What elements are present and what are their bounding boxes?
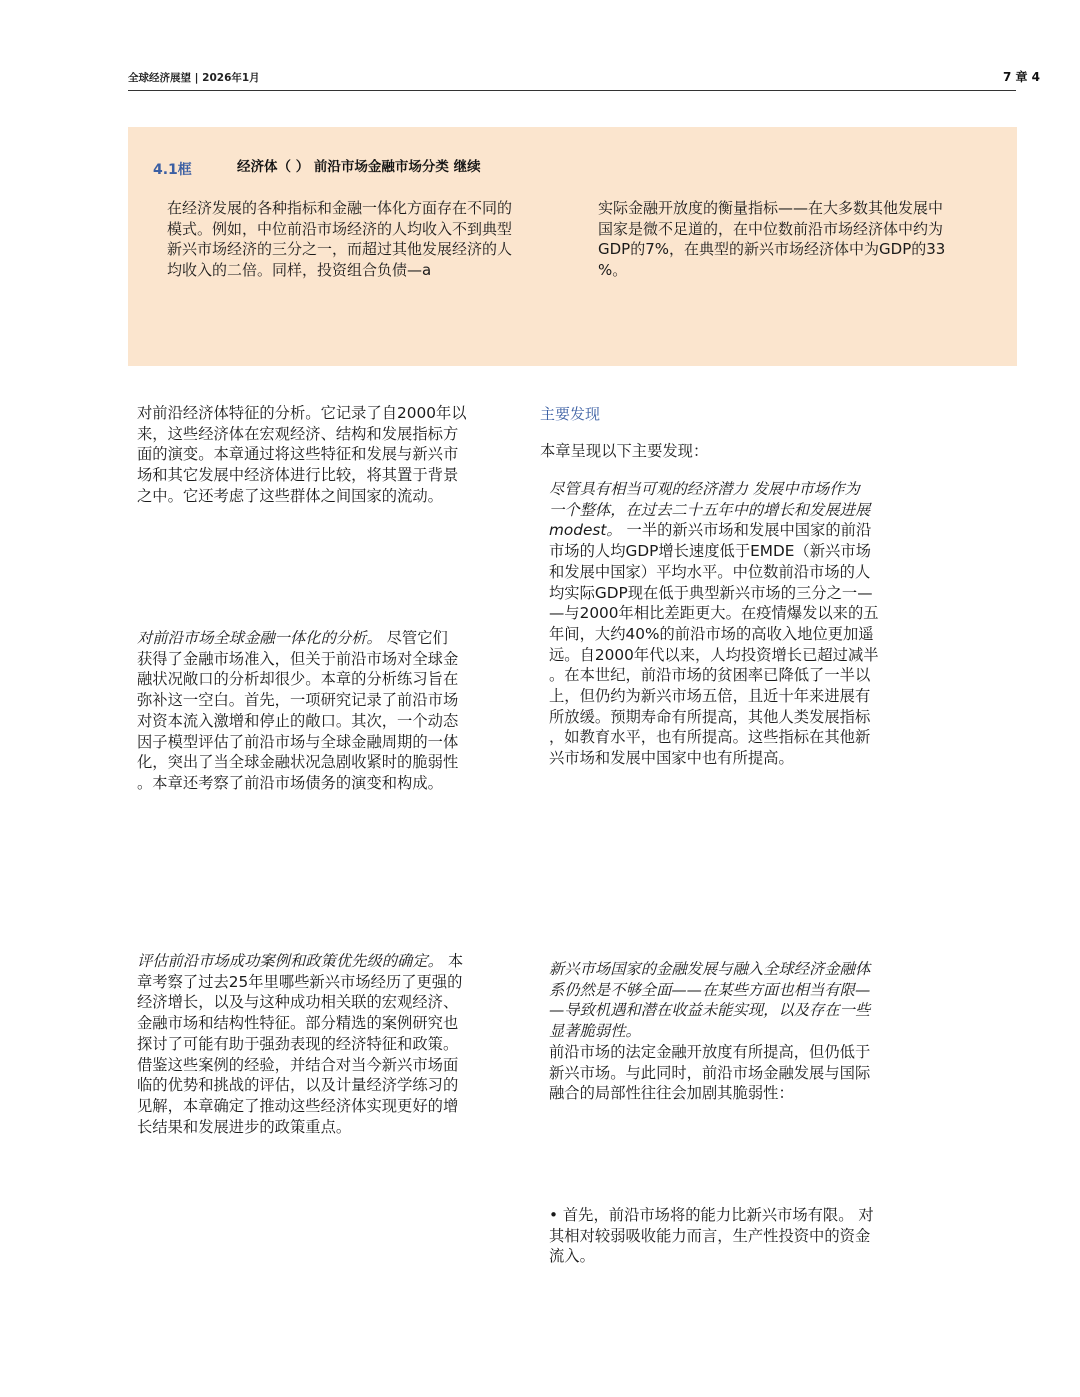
paragraph-lead: 评估前沿市场成功案例和政策优先级的确定。	[137, 952, 443, 970]
left-paragraph-1	[137, 403, 517, 507]
paragraph-text: 对前沿经济体特征的分析。它记录了自2000年以 来，这些经济体在宏观经济、结构和发展指标方 面的演变。本章通过将这些特征和发展与新兴市 场和其它发展中经济体进行比较，将其置于背景 之中。它还考虑了这些群体之间国家的流动。	[137, 404, 467, 505]
finding-lead: 尽管具有相当可观的经济潜力 发展中市场作为 一个整体，在过去二十五年中的增长和发展进展 modest。	[549, 480, 871, 540]
paragraph-text: 本章呈现以下主要发现：	[540, 442, 709, 460]
left-paragraph-3	[137, 951, 522, 1137]
box-paragraph-1: 在经济发展的各种指标和金融一体化方面存在不同的 模式。例如，中位前沿市场经济的人均收入不到典型 新兴市场经济的三分之一，而超过其他发展经济的人 均收入的二倍。同样，投资组合负债—a	[167, 199, 513, 279]
paragraph-body: 本 章考察了过去25年里哪些新兴市场经历了更强的 经济增长，以及与这种成功相关联的宏观经济、 金融市场和结构性特征。部分精选的案例研究也 探讨了可能有助于强劲表现的经济特征和政策。 借鉴这些案例的经验，并结合对当今新兴市场面 临的优势和挑战的评估，以及计量经济学练习的 见解，本章确定了推动这些经济体实现更好的增 长结果和发展进步的政策重点。	[137, 952, 464, 1136]
findings-intro	[540, 441, 930, 462]
running-header: 全球经济展望 | 2026年1月	[128, 72, 260, 84]
finding-2	[549, 959, 934, 1104]
finding-1	[549, 479, 934, 769]
finding-body: 一半的新兴市场和发展中国家的前沿 市场的人均GDP增长速度低于EMDE（新兴市场 和发展中国家）平均水平。中位数前沿市场的人 均实际GDP现在低于典型新兴市场的三分之一— —与2000年相比差距更大。在疫情爆发以来的五 年间，大约40%的前沿市场的高收入地位更加遥 远。自2000年代以来，人均投资增长已超过减半 。在本世纪，前沿市场的贫困率已降低了一半以 上，但仍约为新兴市场五倍，且近十年来进展有 所放缓。预期寿命有所提高，其他人类发展指标 ，如教育水平，也有所提高。这些指标在其他新 兴市场和发展中国家中也有所提高。	[549, 521, 879, 768]
bullet-item	[549, 1205, 934, 1267]
finding-body: 前沿市场的法定金融开放度有所提高，但仍低于 新兴市场。与此同时，前沿市场金融发展与国际 融合的局部性往往会加剧其脆弱性：	[549, 1042, 871, 1103]
box-title: 经济体（ ） 前沿市场金融市场分类 继续	[237, 159, 481, 175]
section-heading: 主要发现	[540, 405, 601, 423]
box-text-column-2	[598, 198, 998, 280]
finding-lead: 新兴市场国家的金融发展与融入全球经济金融体 系仍然是不够全面——在某些方面也相当有限— —导致机遇和潜在收益未能实现，以及存在一些 显著脆弱性。	[549, 960, 871, 1041]
box-text-column-1	[167, 198, 567, 280]
box-paragraph-2: 实际金融开放度的衡量指标——在大多数其他发展中 国家是微不足道的，在中位数前沿市场经济体中约为 GDP的7%，在典型的新兴市场经济体中为GDP的33 %。	[598, 199, 946, 279]
page-number: 7 章 4	[1002, 70, 1040, 84]
box-number: 4.1框	[153, 162, 192, 178]
paragraph-body: 尽管它们 获得了金融市场准入，但关于前沿市场对全球金 融状况敞口的分析却很少。本章的分析练习旨在 弥补这一空白。首先，一项研究记录了前沿市场 对资本流入激增和停止的敞口。其次，一个动态 因子模型评估了前沿市场与全球金融周期的一体 化，突出了当全球金融状况急剧收紧时的脆弱性 。本章还考察了前沿市场债务的演变和构成。	[137, 629, 459, 792]
left-paragraph-2	[137, 628, 517, 794]
bullet-text: • 首先，前沿市场将的能力比新兴市场有限。 对 其相对较弱吸收能力而言，生产性投资中的资金 流入。	[549, 1206, 874, 1266]
header-divider	[128, 90, 1016, 91]
paragraph-lead: 对前沿市场全球金融一体化的分析。	[137, 629, 382, 647]
